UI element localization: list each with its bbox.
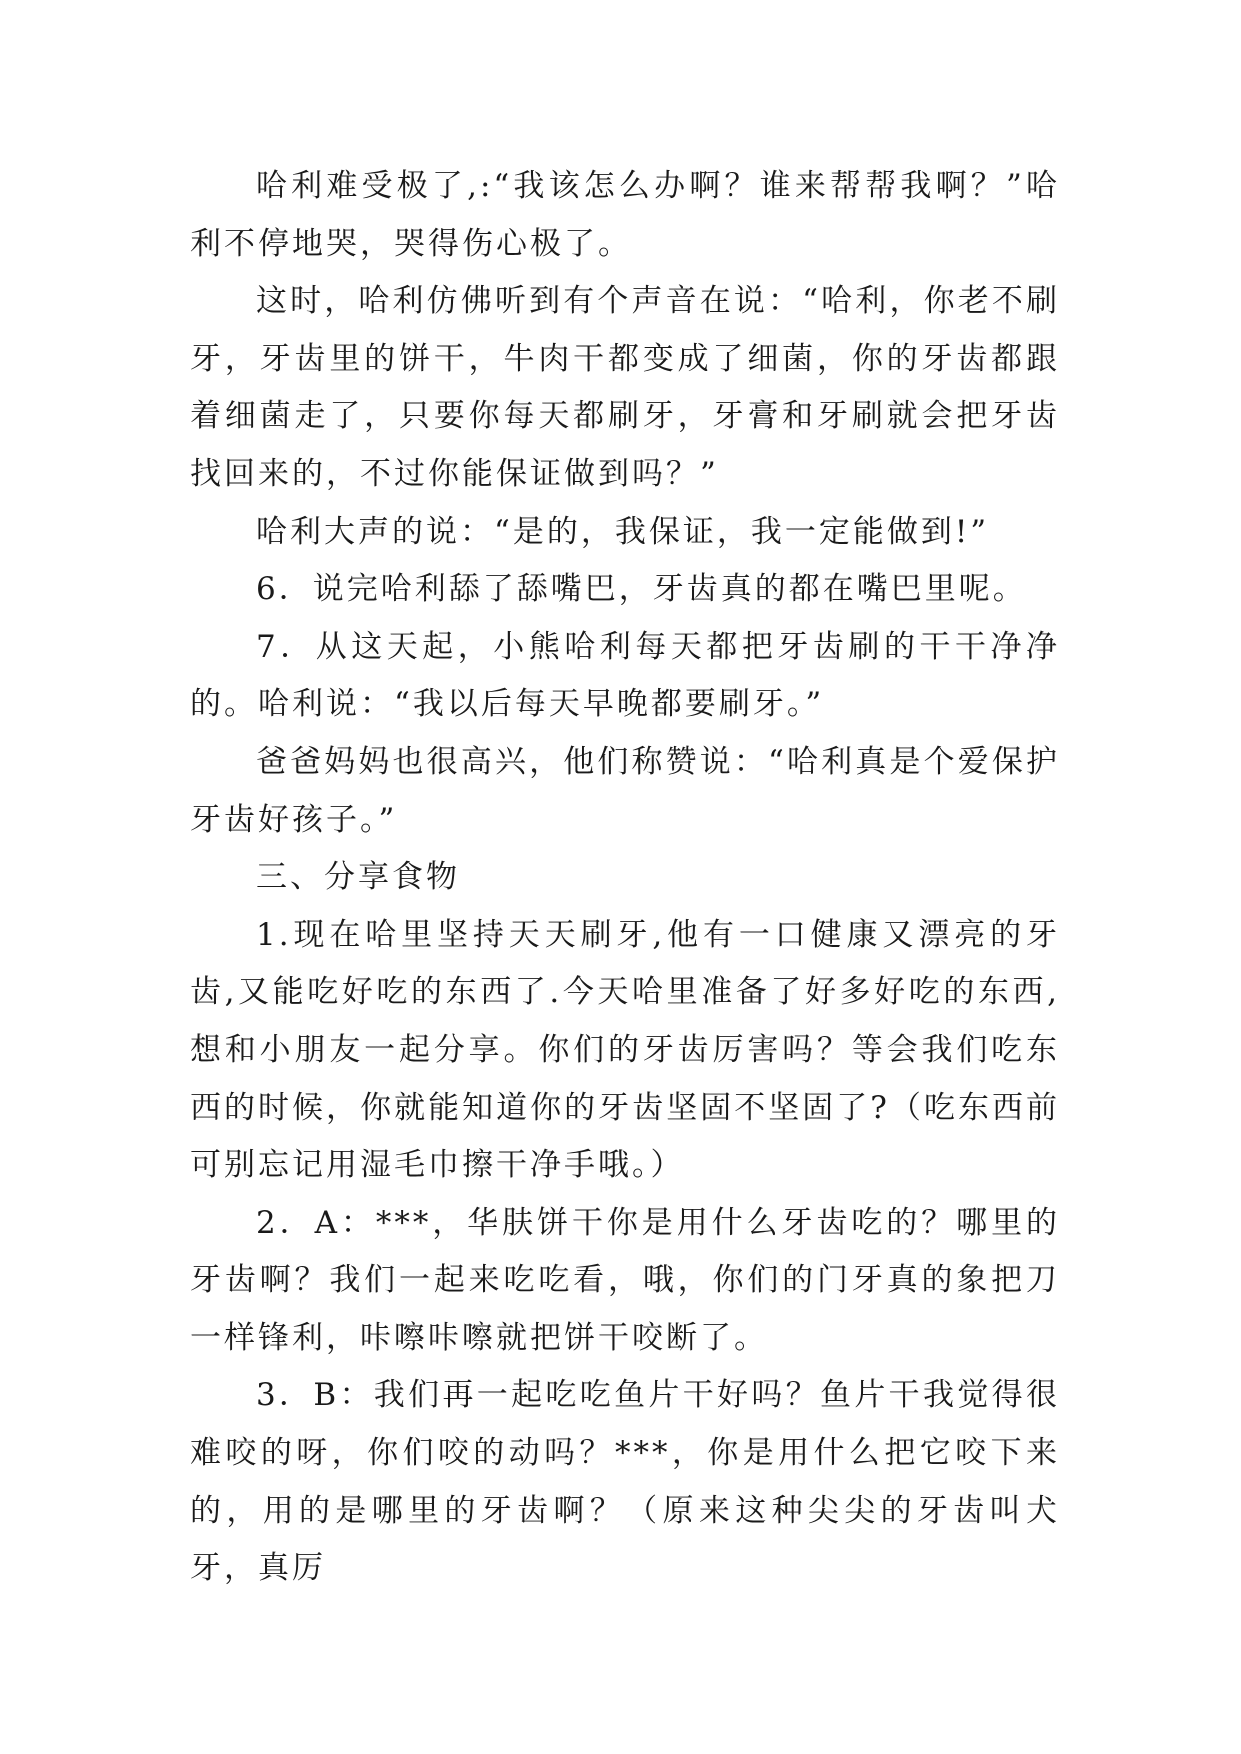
- paragraph-1: 哈利难受极了,:“我该怎么办啊？谁来帮帮我啊？”哈利不停地哭，哭得伤心极了。: [190, 168, 1060, 262]
- paragraph-9: 3．B：我们再一起吃吃鱼片干好吗？鱼片干我觉得很难咬的呀，你们咬的动吗？***，你是用什么把它咬下来的，用的是哪里的牙齿啊？（原来这种尖尖的牙齿叫犬牙，真厉: [190, 1377, 1060, 1587]
- paragraph-6: 爸爸妈妈也很高兴，他们称赞说：“哈利真是个爱保护牙齿好孩子。”: [190, 743, 1060, 838]
- paragraph-2: 这时，哈利仿佛听到有个声音在说：“哈利，你老不刷牙，牙齿里的饼干，牛肉干都变成了细菌，你的牙齿都跟着细菌走了，只要你每天都刷牙，牙膏和牙刷就会把牙齿找回来的，不过你能保证做到吗？”: [190, 283, 1060, 492]
- paragraph-7: 1.现在哈里坚持天天刷牙,他有一口健康又漂亮的牙齿,又能吃好吃的东西了.今天哈里准备了好多好吃的东西,想和小朋友一起分享。你们的牙齿厉害吗？等会我们吃东西的时候，你就能知道你的牙齿坚固不坚固了?（吃东西前可别忘记用湿毛巾擦干净手哦。）: [190, 916, 1060, 1184]
- paragraph-5: 7．从这天起，小熊哈利每天都把牙齿刷的干干净净的。哈利说：“我以后每天早晚都要刷牙。”: [190, 628, 1060, 723]
- document-body: [190, 158, 1060, 1598]
- paragraph-4: 6．说完哈利舔了舔嘴巴，牙齿真的都在嘴巴里呢。: [256, 571, 1027, 608]
- section-heading: 三、分享食物: [256, 859, 460, 896]
- paragraph-3: 哈利大声的说：“是的，我保证，我一定能做到!”: [256, 513, 990, 550]
- paragraph-8: 2．A：***，华肤饼干你是用什么牙齿吃的？哪里的牙齿啊？我们一起来吃吃看，哦，你们的门牙真的象把刀一样锋利，咔嚓咔嚓就把饼干咬断了。: [190, 1204, 1060, 1356]
